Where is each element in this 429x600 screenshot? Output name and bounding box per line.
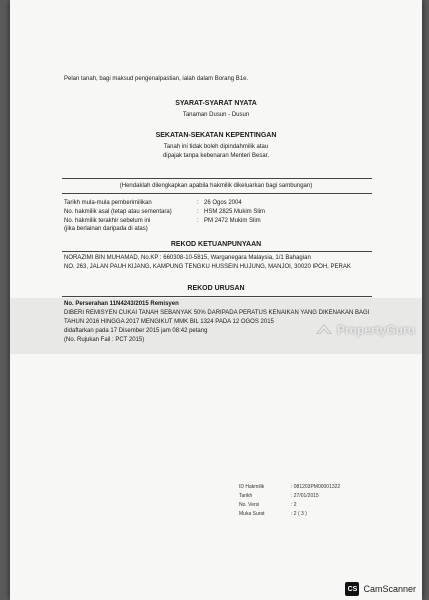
camscanner-text: CamScanner: [363, 584, 416, 594]
title-id-row: [239, 493, 319, 502]
urusan-line-1: DIBERI REMISYEN CUKAI TANAH SEBANYAK 50% DARIPADA PERATUS KENAIKAN YANG DIKENAKAN BAGI: [64, 310, 370, 316]
divider-urusan: [62, 296, 372, 297]
watermark-text: PropertyGuru: [337, 323, 416, 337]
detail-value: HSM 2825 Mukim Slim: [204, 209, 266, 215]
sekatan-line-2: dipajak tanpa kebenaran Menteri Besar.: [162, 153, 270, 159]
detail-value: 26 Ogos 2004: [204, 200, 242, 206]
detail-label: (jika berlainan daripada di atas): [64, 226, 148, 232]
detail-label: No. hakmilik terakhir sebelum ini: [64, 218, 151, 224]
divider-note: [62, 193, 372, 194]
owner-line-2: NO. 263, JALAN PAUH KIJANG, KAMPUNG TENGKU HUSSEIN HUJUNG, MANJOI, 30020 IPOH, PERAK: [64, 264, 351, 270]
detail-colon: :: [197, 209, 199, 215]
completion-note: (Hendaklah dilengkapkan apabila hakmilik dikeluarkan bagi sambungan): [119, 183, 313, 189]
detail-row: [64, 209, 266, 215]
syarat-text: Tanaman Dusun - Dusun: [182, 112, 250, 118]
title-id-label: ID Hakmilik: [239, 484, 265, 490]
detail-label: Tarikh mula-mula pemberimilikan: [64, 200, 152, 206]
title-id-row: [239, 511, 307, 520]
camscanner-logo-icon: CS: [345, 582, 359, 596]
urusan-line-3: didaftarkan pada 17 Disember 2015 jam 08:42 petang: [64, 328, 208, 334]
detail-colon: :: [197, 218, 199, 224]
title-id-value: : 27/01/2015: [291, 493, 319, 499]
document-page: [10, 0, 422, 600]
camscanner-badge: [345, 582, 416, 596]
propertyguru-logo-icon: [315, 321, 333, 339]
detail-row: [64, 218, 261, 224]
intro-text: Pelan tanah, bagi maksud pengenalpastian, ialah dalam Borang B1e.: [64, 76, 249, 82]
urusan-line-4: (No. Rujukan Fail : PCT 2015): [64, 337, 145, 343]
title-id-label: Tarikh: [239, 493, 253, 499]
detail-label: No. hakmilik asal (tetap atau sementara): [64, 209, 172, 215]
title-id-table: [239, 484, 341, 520]
urusan-line-2: TAHUN 2016 HINGGA 2017 MENGIKUT MMK BIL 1324 PADA 12 OGOS 2015: [64, 319, 274, 325]
detail-row: [64, 226, 148, 232]
title-id-label: No. Versi: [239, 502, 260, 508]
detail-value: PM 2472 Mukim Slim: [204, 218, 261, 224]
title-id-row: [239, 502, 297, 511]
syarat-heading: SYARAT-SYARAT NYATA: [175, 100, 257, 107]
divider-top: [62, 178, 372, 179]
detail-row: [64, 200, 242, 206]
title-id-value: : 2 ( 3 ): [291, 511, 307, 517]
title-id-value: : 081203PM00001322: [291, 484, 341, 490]
divider-ketuanpunyaan: [62, 251, 372, 252]
rekod-urusan-heading: REKOD URUSAN: [187, 285, 245, 292]
propertyguru-watermark: [315, 320, 425, 340]
title-id-label: Muka Surat: [239, 511, 265, 517]
sekatan-line-1: Tanah ini tidak boleh dipindahmilik atau: [163, 144, 269, 150]
title-id-value: : 2: [291, 502, 297, 508]
owner-line-1: NORAZIMI BIN MUHAMAD, No.KP : 660308-10-5815, Warganegara Malaysia, 1/1 Bahagian: [64, 255, 311, 261]
detail-colon: :: [197, 200, 199, 206]
rekod-ketuanpunyaan-heading: REKOD KETUANPUNYAAN: [170, 241, 262, 248]
sekatan-heading: SEKATAN-SEKATAN KEPENTINGAN: [155, 132, 277, 139]
title-id-row: [239, 484, 341, 493]
perserahan-number: No. Perserahan 11N4243/2015 Remisyen: [64, 301, 179, 307]
